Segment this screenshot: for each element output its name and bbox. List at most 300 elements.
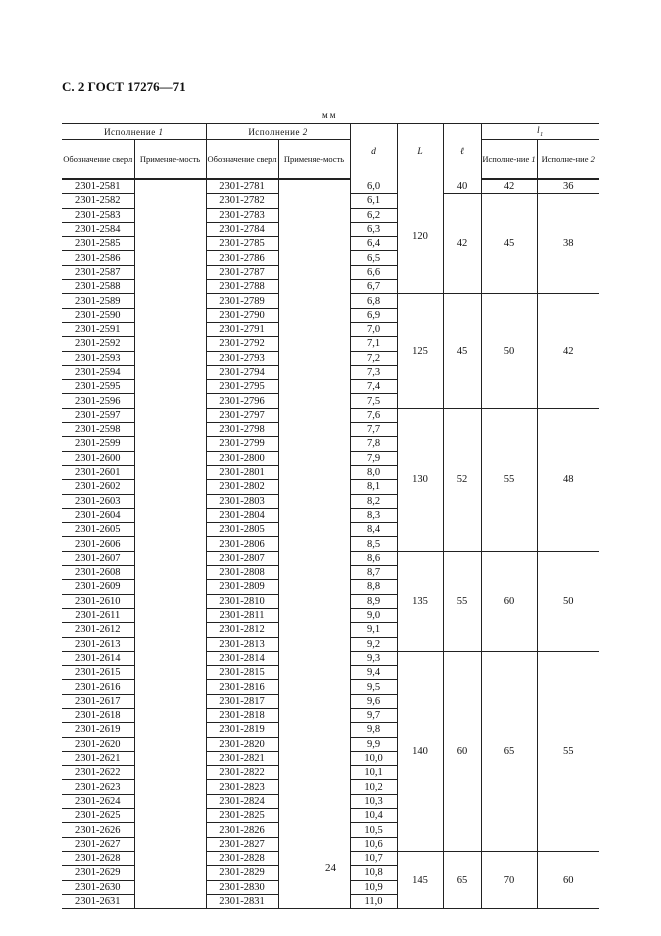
- designation-exec2-cell: 2301-2827: [206, 837, 278, 851]
- diameter-cell: 6,0: [350, 179, 397, 194]
- header-application-2: Применяе-мость: [278, 140, 350, 180]
- application-exec2-cell: [278, 823, 350, 837]
- application-exec1-cell: [134, 194, 206, 208]
- designation-exec1-cell: 2301-2617: [62, 694, 134, 708]
- designation-exec2-cell: 2301-2795: [206, 380, 278, 394]
- application-exec1-cell: [134, 551, 206, 565]
- designation-exec2-cell: 2301-2808: [206, 566, 278, 580]
- application-exec2-cell: [278, 465, 350, 479]
- designation-exec2-cell: 2301-2789: [206, 294, 278, 308]
- diameter-cell: 8,5: [350, 537, 397, 551]
- diameter-cell: 8,7: [350, 566, 397, 580]
- l1-exec2-cell: 48: [537, 408, 599, 551]
- designation-exec1-cell: 2301-2588: [62, 280, 134, 294]
- application-exec2-cell: [278, 322, 350, 336]
- application-exec2-cell: [278, 351, 350, 365]
- designation-exec2-cell: 2301-2812: [206, 623, 278, 637]
- designation-exec1-cell: 2301-2622: [62, 766, 134, 780]
- diameter-cell: 10,2: [350, 780, 397, 794]
- designation-exec1-cell: 2301-2619: [62, 723, 134, 737]
- application-exec1-cell: [134, 823, 206, 837]
- application-exec2-cell: [278, 208, 350, 222]
- designation-exec2-cell: 2301-2786: [206, 251, 278, 265]
- application-exec1-cell: [134, 523, 206, 537]
- application-exec2-cell: [278, 237, 350, 251]
- designation-exec2-cell: 2301-2829: [206, 866, 278, 880]
- application-exec2-cell: [278, 423, 350, 437]
- diameter-cell: 9,5: [350, 680, 397, 694]
- diameter-cell: 10,7: [350, 851, 397, 865]
- application-exec1-cell: [134, 580, 206, 594]
- designation-exec1-cell: 2301-2594: [62, 365, 134, 379]
- application-exec1-cell: [134, 494, 206, 508]
- header-L: L: [397, 124, 443, 180]
- designation-exec2-cell: 2301-2820: [206, 737, 278, 751]
- designation-exec1-cell: 2301-2613: [62, 637, 134, 651]
- l1-exec1-cell: 55: [481, 408, 537, 551]
- designation-exec1-cell: 2301-2591: [62, 322, 134, 336]
- designation-exec2-cell: 2301-2806: [206, 537, 278, 551]
- application-exec2-cell: [278, 265, 350, 279]
- header-application-1: Применяе-мость: [134, 140, 206, 180]
- application-exec1-cell: [134, 837, 206, 851]
- diameter-cell: 7,9: [350, 451, 397, 465]
- header-designation-1: Обозначение сверл: [62, 140, 134, 180]
- designation-exec2-cell: 2301-2790: [206, 308, 278, 322]
- application-exec2-cell: [278, 294, 350, 308]
- l1-exec1-cell: 60: [481, 551, 537, 651]
- length-l-cell: 55: [443, 551, 481, 651]
- designation-exec1-cell: 2301-2628: [62, 851, 134, 865]
- diameter-cell: 8,9: [350, 594, 397, 608]
- application-exec2-cell: [278, 337, 350, 351]
- designation-exec1-cell: 2301-2587: [62, 265, 134, 279]
- designation-exec1-cell: 2301-2624: [62, 794, 134, 808]
- application-exec2-cell: [278, 651, 350, 665]
- application-exec2-cell: [278, 594, 350, 608]
- application-exec1-cell: [134, 408, 206, 422]
- designation-exec2-cell: 2301-2819: [206, 723, 278, 737]
- designation-exec2-cell: 2301-2824: [206, 794, 278, 808]
- diameter-cell: 9,7: [350, 708, 397, 722]
- diameter-cell: 9,0: [350, 608, 397, 622]
- designation-exec2-cell: 2301-2816: [206, 680, 278, 694]
- application-exec2-cell: [278, 637, 350, 651]
- diameter-cell: 6,6: [350, 265, 397, 279]
- designation-exec2-cell: 2301-2784: [206, 222, 278, 236]
- application-exec1-cell: [134, 437, 206, 451]
- application-exec1-cell: [134, 666, 206, 680]
- designation-exec2-cell: 2301-2814: [206, 651, 278, 665]
- application-exec2-cell: [278, 551, 350, 565]
- application-exec1-cell: [134, 651, 206, 665]
- diameter-cell: 7,0: [350, 322, 397, 336]
- application-exec1-cell: [134, 237, 206, 251]
- application-exec2-cell: [278, 694, 350, 708]
- designation-exec2-cell: 2301-2817: [206, 694, 278, 708]
- designation-exec2-cell: 2301-2818: [206, 708, 278, 722]
- application-exec2-cell: [278, 494, 350, 508]
- designation-exec1-cell: 2301-2629: [62, 866, 134, 880]
- application-exec1-cell: [134, 694, 206, 708]
- application-exec2-cell: [278, 680, 350, 694]
- application-exec1-cell: [134, 251, 206, 265]
- application-exec1-cell: [134, 780, 206, 794]
- designation-exec2-cell: 2301-2828: [206, 851, 278, 865]
- designation-exec2-cell: 2301-2781: [206, 179, 278, 194]
- application-exec1-cell: [134, 794, 206, 808]
- diameter-cell: 10,5: [350, 823, 397, 837]
- designation-exec1-cell: 2301-2589: [62, 294, 134, 308]
- application-exec1-cell: [134, 337, 206, 351]
- application-exec2-cell: [278, 394, 350, 408]
- application-exec2-cell: [278, 780, 350, 794]
- length-L-cell: 120: [397, 179, 443, 294]
- designation-exec2-cell: 2301-2809: [206, 580, 278, 594]
- application-exec2-cell: [278, 408, 350, 422]
- header-ispolnenie-2: Исполне-ние 2: [537, 140, 599, 180]
- application-exec1-cell: [134, 380, 206, 394]
- diameter-cell: 10,1: [350, 766, 397, 780]
- diameter-cell: 7,8: [350, 437, 397, 451]
- application-exec2-cell: [278, 751, 350, 765]
- diameter-cell: 8,0: [350, 465, 397, 479]
- application-exec2-cell: [278, 251, 350, 265]
- l1-exec2-cell: 36: [537, 179, 599, 194]
- designation-exec2-cell: 2301-2798: [206, 423, 278, 437]
- application-exec2-cell: [278, 623, 350, 637]
- diameter-cell: 9,3: [350, 651, 397, 665]
- diameter-cell: 8,8: [350, 580, 397, 594]
- diameter-cell: 8,6: [350, 551, 397, 565]
- application-exec2-cell: [278, 451, 350, 465]
- designation-exec1-cell: 2301-2611: [62, 608, 134, 622]
- designation-exec2-cell: 2301-2813: [206, 637, 278, 651]
- designation-exec2-cell: 2301-2823: [206, 780, 278, 794]
- application-exec1-cell: [134, 737, 206, 751]
- table-row: [62, 651, 599, 665]
- table-row: [62, 408, 599, 422]
- diameter-cell: 7,3: [350, 365, 397, 379]
- application-exec2-cell: [278, 580, 350, 594]
- diameter-cell: 10,6: [350, 837, 397, 851]
- designation-exec1-cell: 2301-2608: [62, 566, 134, 580]
- designation-exec1-cell: 2301-2618: [62, 708, 134, 722]
- length-L-cell: 125: [397, 294, 443, 408]
- designation-exec2-cell: 2301-2799: [206, 437, 278, 451]
- designation-exec1-cell: 2301-2586: [62, 251, 134, 265]
- application-exec2-cell: [278, 708, 350, 722]
- diameter-cell: 6,4: [350, 237, 397, 251]
- application-exec1-cell: [134, 394, 206, 408]
- designation-exec1-cell: 2301-2616: [62, 680, 134, 694]
- length-l-cell: 60: [443, 651, 481, 851]
- designation-exec1-cell: 2301-2615: [62, 666, 134, 680]
- designation-exec1-cell: 2301-2602: [62, 480, 134, 494]
- designation-exec1-cell: 2301-2612: [62, 623, 134, 637]
- application-exec1-cell: [134, 280, 206, 294]
- length-L-cell: 140: [397, 651, 443, 851]
- diameter-cell: 8,3: [350, 508, 397, 522]
- application-exec2-cell: [278, 179, 350, 194]
- application-exec1-cell: [134, 294, 206, 308]
- designation-exec2-cell: 2301-2822: [206, 766, 278, 780]
- application-exec2-cell: [278, 666, 350, 680]
- header-d: d: [350, 124, 397, 180]
- application-exec1-cell: [134, 179, 206, 194]
- designation-exec1-cell: 2301-2596: [62, 394, 134, 408]
- header-l1: $l_1$: [481, 124, 599, 140]
- table-row: [62, 551, 599, 565]
- application-exec2-cell: [278, 737, 350, 751]
- application-exec1-cell: [134, 751, 206, 765]
- header-designation-2: Обозначение сверл: [206, 140, 278, 180]
- header-execution-1: Исполнение 1: [62, 124, 206, 140]
- unit-label: мм: [322, 110, 338, 120]
- diameter-cell: 7,7: [350, 423, 397, 437]
- diameter-cell: 8,1: [350, 480, 397, 494]
- designation-exec2-cell: 2301-2810: [206, 594, 278, 608]
- application-exec2-cell: [278, 523, 350, 537]
- l1-exec1-cell: 45: [481, 194, 537, 294]
- page-number: 24: [325, 862, 336, 874]
- designation-exec1-cell: 2301-2607: [62, 551, 134, 565]
- length-l-cell: 40: [443, 179, 481, 194]
- application-exec1-cell: [134, 723, 206, 737]
- designation-exec2-cell: 2301-2793: [206, 351, 278, 365]
- l1-exec2-cell: 38: [537, 194, 599, 294]
- application-exec2-cell: [278, 308, 350, 322]
- application-exec1-cell: [134, 766, 206, 780]
- diameter-cell: 10,0: [350, 751, 397, 765]
- application-exec1-cell: [134, 208, 206, 222]
- designation-exec1-cell: 2301-2595: [62, 380, 134, 394]
- application-exec2-cell: [278, 508, 350, 522]
- application-exec2-cell: [278, 794, 350, 808]
- designation-exec2-cell: 2301-2796: [206, 394, 278, 408]
- diameter-cell: 10,3: [350, 794, 397, 808]
- l1-exec2-cell: 55: [537, 651, 599, 851]
- designation-exec1-cell: 2301-2620: [62, 737, 134, 751]
- diameter-cell: 6,8: [350, 294, 397, 308]
- designation-exec1-cell: 2301-2605: [62, 523, 134, 537]
- designation-exec1-cell: 2301-2621: [62, 751, 134, 765]
- table-row: [62, 179, 599, 194]
- designation-exec1-cell: 2301-2592: [62, 337, 134, 351]
- designation-exec1-cell: 2301-2590: [62, 308, 134, 322]
- application-exec1-cell: [134, 880, 206, 894]
- designation-exec1-cell: 2301-2610: [62, 594, 134, 608]
- designation-exec1-cell: 2301-2603: [62, 494, 134, 508]
- application-exec2-cell: [278, 566, 350, 580]
- designation-exec2-cell: 2301-2801: [206, 465, 278, 479]
- length-L-cell: 145: [397, 851, 443, 908]
- application-exec2-cell: [278, 437, 350, 451]
- diameter-cell: 7,5: [350, 394, 397, 408]
- length-l-cell: 45: [443, 294, 481, 408]
- l1-exec1-cell: 70: [481, 851, 537, 908]
- designation-exec2-cell: 2301-2787: [206, 265, 278, 279]
- header-ispolnenie-1: Исполне-ние 1: [481, 140, 537, 180]
- length-L-cell: 135: [397, 551, 443, 651]
- designation-exec2-cell: 2301-2791: [206, 322, 278, 336]
- application-exec2-cell: [278, 365, 350, 379]
- diameter-cell: 11,0: [350, 894, 397, 908]
- designation-exec1-cell: 2301-2583: [62, 208, 134, 222]
- application-exec2-cell: [278, 766, 350, 780]
- l1-exec2-cell: 42: [537, 294, 599, 408]
- designation-exec2-cell: 2301-2815: [206, 666, 278, 680]
- header-execution-2: Исполнение 2: [206, 124, 350, 140]
- designation-exec2-cell: 2301-2802: [206, 480, 278, 494]
- diameter-cell: 9,4: [350, 666, 397, 680]
- application-exec1-cell: [134, 322, 206, 336]
- diameter-cell: 9,6: [350, 694, 397, 708]
- diameter-cell: 6,3: [350, 222, 397, 236]
- application-exec1-cell: [134, 351, 206, 365]
- designation-exec1-cell: 2301-2597: [62, 408, 134, 422]
- length-l-cell: 52: [443, 408, 481, 551]
- designation-exec1-cell: 2301-2593: [62, 351, 134, 365]
- diameter-cell: 6,5: [350, 251, 397, 265]
- designation-exec1-cell: 2301-2609: [62, 580, 134, 594]
- header-l: ℓ: [443, 124, 481, 180]
- designation-exec2-cell: 2301-2794: [206, 365, 278, 379]
- length-L-cell: 130: [397, 408, 443, 551]
- diameter-cell: 10,4: [350, 809, 397, 823]
- designation-exec1-cell: 2301-2601: [62, 465, 134, 479]
- designation-exec1-cell: 2301-2581: [62, 179, 134, 194]
- designation-exec2-cell: 2301-2800: [206, 451, 278, 465]
- application-exec1-cell: [134, 423, 206, 437]
- diameter-cell: 6,1: [350, 194, 397, 208]
- designation-exec2-cell: 2301-2831: [206, 894, 278, 908]
- designation-exec2-cell: 2301-2821: [206, 751, 278, 765]
- application-exec1-cell: [134, 265, 206, 279]
- application-exec1-cell: [134, 809, 206, 823]
- application-exec1-cell: [134, 623, 206, 637]
- application-exec1-cell: [134, 451, 206, 465]
- designation-exec1-cell: 2301-2631: [62, 894, 134, 908]
- diameter-cell: 9,2: [350, 637, 397, 651]
- diameter-cell: 8,4: [350, 523, 397, 537]
- application-exec2-cell: [278, 894, 350, 908]
- application-exec2-cell: [278, 837, 350, 851]
- l1-exec1-cell: 50: [481, 294, 537, 408]
- application-exec2-cell: [278, 280, 350, 294]
- drill-spec-table: [62, 123, 599, 909]
- application-exec1-cell: [134, 608, 206, 622]
- table-row: [62, 194, 599, 208]
- designation-exec2-cell: 2301-2807: [206, 551, 278, 565]
- designation-exec1-cell: 2301-2604: [62, 508, 134, 522]
- designation-exec1-cell: 2301-2630: [62, 880, 134, 894]
- diameter-cell: 7,2: [350, 351, 397, 365]
- application-exec2-cell: [278, 222, 350, 236]
- designation-exec1-cell: 2301-2623: [62, 780, 134, 794]
- application-exec2-cell: [278, 608, 350, 622]
- l1-exec2-cell: 60: [537, 851, 599, 908]
- diameter-cell: 6,9: [350, 308, 397, 322]
- designation-exec1-cell: 2301-2627: [62, 837, 134, 851]
- application-exec1-cell: [134, 480, 206, 494]
- designation-exec2-cell: 2301-2782: [206, 194, 278, 208]
- application-exec2-cell: [278, 480, 350, 494]
- application-exec1-cell: [134, 308, 206, 322]
- l1-exec1-cell: 42: [481, 179, 537, 194]
- designation-exec2-cell: 2301-2783: [206, 208, 278, 222]
- application-exec1-cell: [134, 594, 206, 608]
- diameter-cell: 6,2: [350, 208, 397, 222]
- designation-exec2-cell: 2301-2825: [206, 809, 278, 823]
- designation-exec1-cell: 2301-2599: [62, 437, 134, 451]
- designation-exec2-cell: 2301-2785: [206, 237, 278, 251]
- diameter-cell: 10,9: [350, 880, 397, 894]
- l1-exec1-cell: 65: [481, 651, 537, 851]
- application-exec1-cell: [134, 680, 206, 694]
- application-exec2-cell: [278, 809, 350, 823]
- application-exec2-cell: [278, 723, 350, 737]
- application-exec1-cell: [134, 465, 206, 479]
- diameter-cell: 7,1: [350, 337, 397, 351]
- diameter-cell: 6,7: [350, 280, 397, 294]
- designation-exec1-cell: 2301-2625: [62, 809, 134, 823]
- application-exec1-cell: [134, 365, 206, 379]
- diameter-cell: 10,8: [350, 866, 397, 880]
- designation-exec1-cell: 2301-2584: [62, 222, 134, 236]
- designation-exec2-cell: 2301-2830: [206, 880, 278, 894]
- designation-exec1-cell: 2301-2606: [62, 537, 134, 551]
- application-exec2-cell: [278, 537, 350, 551]
- designation-exec1-cell: 2301-2585: [62, 237, 134, 251]
- application-exec2-cell: [278, 880, 350, 894]
- application-exec1-cell: [134, 708, 206, 722]
- length-l-cell: 42: [443, 194, 481, 294]
- diameter-cell: 9,9: [350, 737, 397, 751]
- designation-exec2-cell: 2301-2804: [206, 508, 278, 522]
- designation-exec2-cell: 2301-2788: [206, 280, 278, 294]
- application-exec2-cell: [278, 194, 350, 208]
- designation-exec2-cell: 2301-2803: [206, 494, 278, 508]
- designation-exec2-cell: 2301-2792: [206, 337, 278, 351]
- diameter-cell: 9,8: [350, 723, 397, 737]
- designation-exec1-cell: 2301-2626: [62, 823, 134, 837]
- designation-exec2-cell: 2301-2797: [206, 408, 278, 422]
- application-exec1-cell: [134, 637, 206, 651]
- table-row: [62, 294, 599, 308]
- diameter-cell: 8,2: [350, 494, 397, 508]
- designation-exec2-cell: 2301-2826: [206, 823, 278, 837]
- designation-exec1-cell: 2301-2614: [62, 651, 134, 665]
- diameter-cell: 7,4: [350, 380, 397, 394]
- l1-exec2-cell: 50: [537, 551, 599, 651]
- table-body: [62, 179, 599, 909]
- application-exec1-cell: [134, 222, 206, 236]
- application-exec1-cell: [134, 566, 206, 580]
- designation-exec2-cell: 2301-2805: [206, 523, 278, 537]
- application-exec2-cell: [278, 380, 350, 394]
- application-exec1-cell: [134, 508, 206, 522]
- diameter-cell: 9,1: [350, 623, 397, 637]
- designation-exec2-cell: 2301-2811: [206, 608, 278, 622]
- diameter-cell: 7,6: [350, 408, 397, 422]
- designation-exec1-cell: 2301-2598: [62, 423, 134, 437]
- application-exec1-cell: [134, 537, 206, 551]
- designation-exec1-cell: 2301-2600: [62, 451, 134, 465]
- page-header: С. 2 ГОСТ 17276—71: [62, 79, 186, 94]
- length-l-cell: 65: [443, 851, 481, 908]
- application-exec1-cell: [134, 894, 206, 908]
